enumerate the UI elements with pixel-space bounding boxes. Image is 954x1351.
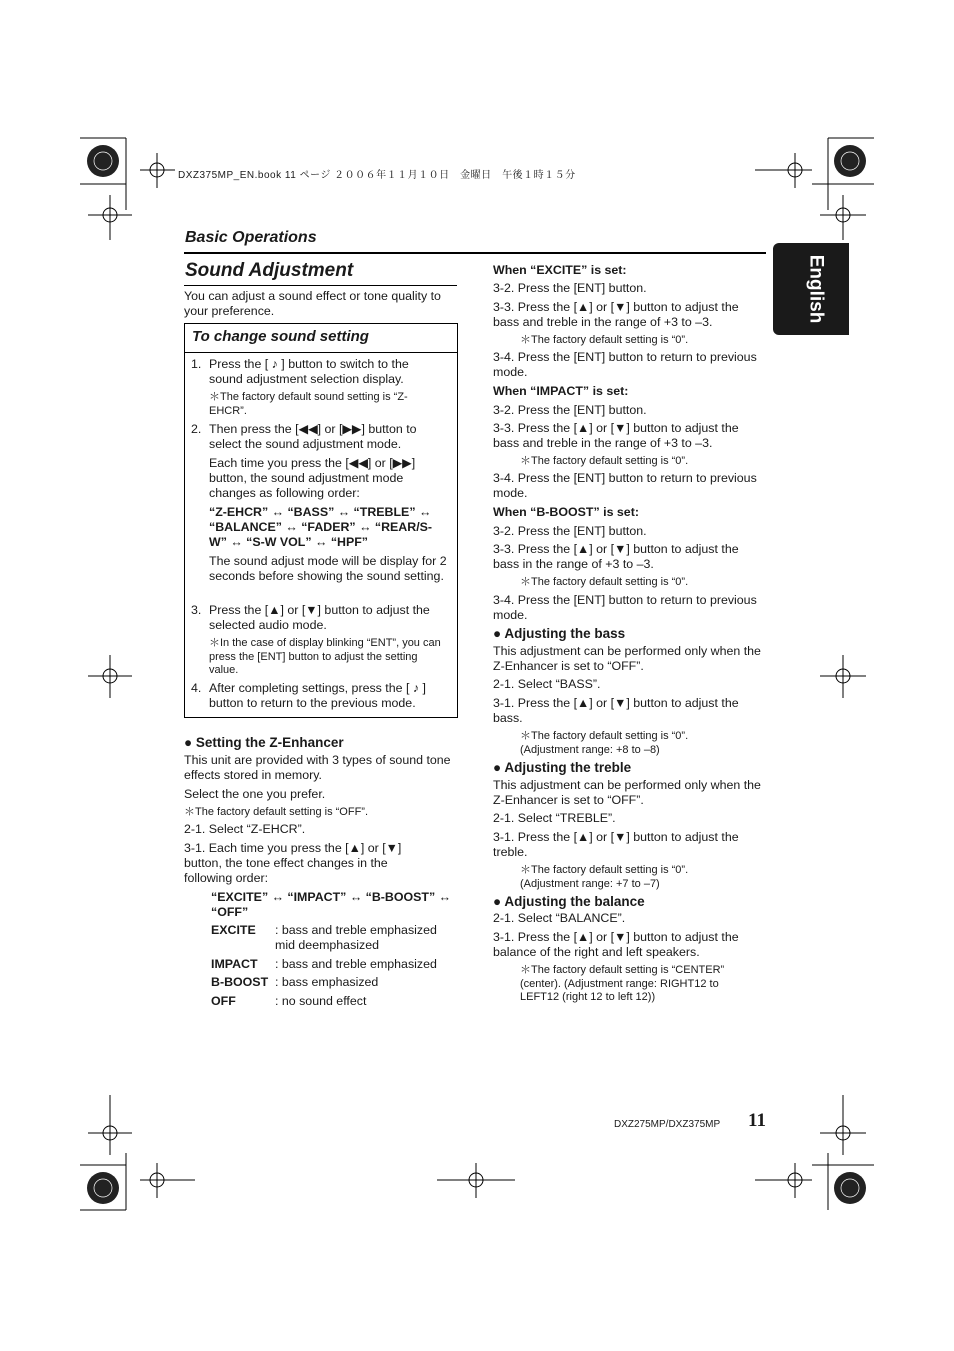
zenhancer-order: “EXCITE” ↔ “IMPACT” ↔ “B-BOOST” ↔ “OFF” bbox=[211, 890, 452, 919]
balance-step-2-1: 2-1. Select “BALANCE”. bbox=[493, 911, 626, 925]
def-term: OFF bbox=[211, 994, 236, 1008]
excite-step-3-4: 3-4. Press the [ENT] button to return to previous mode. bbox=[493, 350, 757, 379]
excite-heading: When “EXCITE” is set: bbox=[493, 263, 627, 277]
def-term: IMPACT bbox=[211, 957, 258, 971]
bass-step-3-1: 3-1. Press the [▲] or [▼] button to adjust the bass. bbox=[493, 696, 739, 725]
step-2-text: Then press the [◀◀] or [▶▶] button to select the sound adjustment mode. bbox=[209, 422, 417, 451]
step-2-display-note: The sound adjust mode will be display for 2 seconds before showing the sound setting. bbox=[209, 554, 447, 583]
zenhancer-default-note: ＊The factory default setting is “OFF”. bbox=[184, 806, 369, 818]
def-term: EXCITE bbox=[211, 923, 256, 937]
step-2-detail: Each time you press the [◀◀] or [▶▶] button, the sound adjustment mode changes as following order: bbox=[209, 456, 416, 500]
step-1-text: Press the [ ♪ ] button to switch to the sound adjustment selection display. bbox=[209, 357, 409, 386]
bboost-heading: When “B-BOOST” is set: bbox=[493, 505, 639, 519]
excite-step-3-3: 3-3. Press the [▲] or [▼] button to adjust the bass and treble in the range of +3 to –3. bbox=[493, 300, 739, 329]
step-number: 2. bbox=[191, 422, 202, 436]
title-rule bbox=[184, 285, 457, 286]
bboost-note: ＊The factory default setting is “0”. bbox=[520, 576, 689, 588]
zenhancer-step-3-1: 3-1. Each time you press the [▲] or [▼] button, the tone effect changes in the following order: bbox=[184, 841, 402, 885]
treble-step-3-1: 3-1. Press the [▲] or [▼] button to adjust the treble. bbox=[493, 830, 739, 859]
balance-note: ＊The factory default setting is “CENTER” (center). (Adjustment range: RIGHT12 to LEFT12 (right 12 to left 12)) bbox=[520, 964, 725, 1003]
language-tab bbox=[773, 243, 849, 335]
zenhancer-select: Select the one you prefer. bbox=[184, 787, 326, 801]
impact-note: ＊The factory default setting is “0”. bbox=[520, 455, 689, 467]
impact-heading: When “IMPACT” is set: bbox=[493, 384, 629, 398]
def-desc: : bass and treble emphasized bbox=[275, 957, 437, 971]
bass-step-2-1: 2-1. Select “BASS”. bbox=[493, 677, 601, 691]
treble-intro: This adjustment can be performed only when the Z-Enhancer is set to “OFF”. bbox=[493, 778, 761, 807]
impact-step-3-4: 3-4. Press the [ENT] button to return to previous mode. bbox=[493, 471, 757, 500]
bass-note: ＊The factory default setting is “0”. (Adjustment range: +8 to –8) bbox=[520, 730, 689, 756]
step-3-note: ＊In the case of display blinking “ENT”, you can press the [ENT] button to adjust the setting value. bbox=[209, 637, 441, 676]
step-1-note: ＊The factory default sound setting is “Z-EHCR”. bbox=[209, 391, 408, 417]
balance-heading: ● Adjusting the balance bbox=[493, 894, 645, 909]
impact-step-3-2: 3-2. Press the [ENT] button. bbox=[493, 403, 647, 417]
step-number: 1. bbox=[191, 357, 202, 371]
section-rule bbox=[184, 252, 766, 254]
page-number: 11 bbox=[748, 1110, 766, 1131]
excite-step-3-2: 3-2. Press the [ENT] button. bbox=[493, 281, 647, 295]
def-desc: : bass emphasized bbox=[275, 975, 379, 989]
zenhancer-heading: ● Setting the Z-Enhancer bbox=[184, 735, 344, 750]
impact-step-3-3: 3-3. Press the [▲] or [▼] button to adjust the bass and treble in the range of +3 to –3. bbox=[493, 421, 739, 450]
language-tab-label: English bbox=[805, 254, 826, 324]
zenhancer-intro: This unit are provided with 3 types of sound tone effects stored in memory. bbox=[184, 753, 451, 782]
step-number: 4. bbox=[191, 681, 202, 695]
step-3-text: Press the [▲] or [▼] button to adjust the selected audio mode. bbox=[209, 603, 430, 632]
page-title: Sound Adjustment bbox=[185, 260, 354, 281]
def-desc: : bass and treble emphasized mid deemphasized bbox=[275, 923, 437, 952]
section-title: Basic Operations bbox=[185, 229, 317, 246]
bboost-step-3-3: 3-3. Press the [▲] or [▼] button to adjust the bass in the range of +3 to –3. bbox=[493, 542, 739, 571]
intro-text: You can adjust a sound effect or tone quality to your preference. bbox=[184, 289, 441, 318]
mode-order: “Z-EHCR” ↔ “BASS” ↔ “TREBLE” ↔ “BALANCE” ↔ “FADER” ↔ “REAR/S-W” ↔ “S-W VOL” ↔ “HPF” bbox=[209, 505, 433, 549]
footer-model: DXZ275MP/DXZ375MP bbox=[614, 1119, 721, 1130]
treble-note: ＊The factory default setting is “0”. (Adjustment range: +7 to –7) bbox=[520, 864, 689, 890]
bass-intro: This adjustment can be performed only when the Z-Enhancer is set to “OFF”. bbox=[493, 644, 761, 673]
box-heading: To change sound setting bbox=[192, 328, 369, 345]
bass-heading: ● Adjusting the bass bbox=[493, 626, 626, 641]
def-term: B-BOOST bbox=[211, 975, 269, 989]
step-4-text: After completing settings, press the [ ♪ ] button to return to the previous mode. bbox=[209, 681, 426, 710]
book-header-line: DXZ375MP_EN.book 11 ページ ２００６年１１月１０日 金曜日 午後１時１５分 bbox=[178, 170, 576, 181]
treble-step-2-1: 2-1. Select “TREBLE”. bbox=[493, 811, 616, 825]
bboost-step-3-4: 3-4. Press the [ENT] button to return to previous mode. bbox=[493, 593, 757, 622]
step-number: 3. bbox=[191, 603, 202, 617]
treble-heading: ● Adjusting the treble bbox=[493, 760, 632, 775]
bboost-step-3-2: 3-2. Press the [ENT] button. bbox=[493, 524, 647, 538]
def-desc: : no sound effect bbox=[275, 994, 367, 1008]
sound-setting-box bbox=[184, 323, 458, 718]
excite-note: ＊The factory default setting is “0”. bbox=[520, 334, 689, 346]
balance-step-3-1: 3-1. Press the [▲] or [▼] button to adjust the balance of the right and left speakers. bbox=[493, 930, 739, 959]
zenhancer-step-2-1: 2-1. Select “Z-EHCR”. bbox=[184, 822, 306, 836]
